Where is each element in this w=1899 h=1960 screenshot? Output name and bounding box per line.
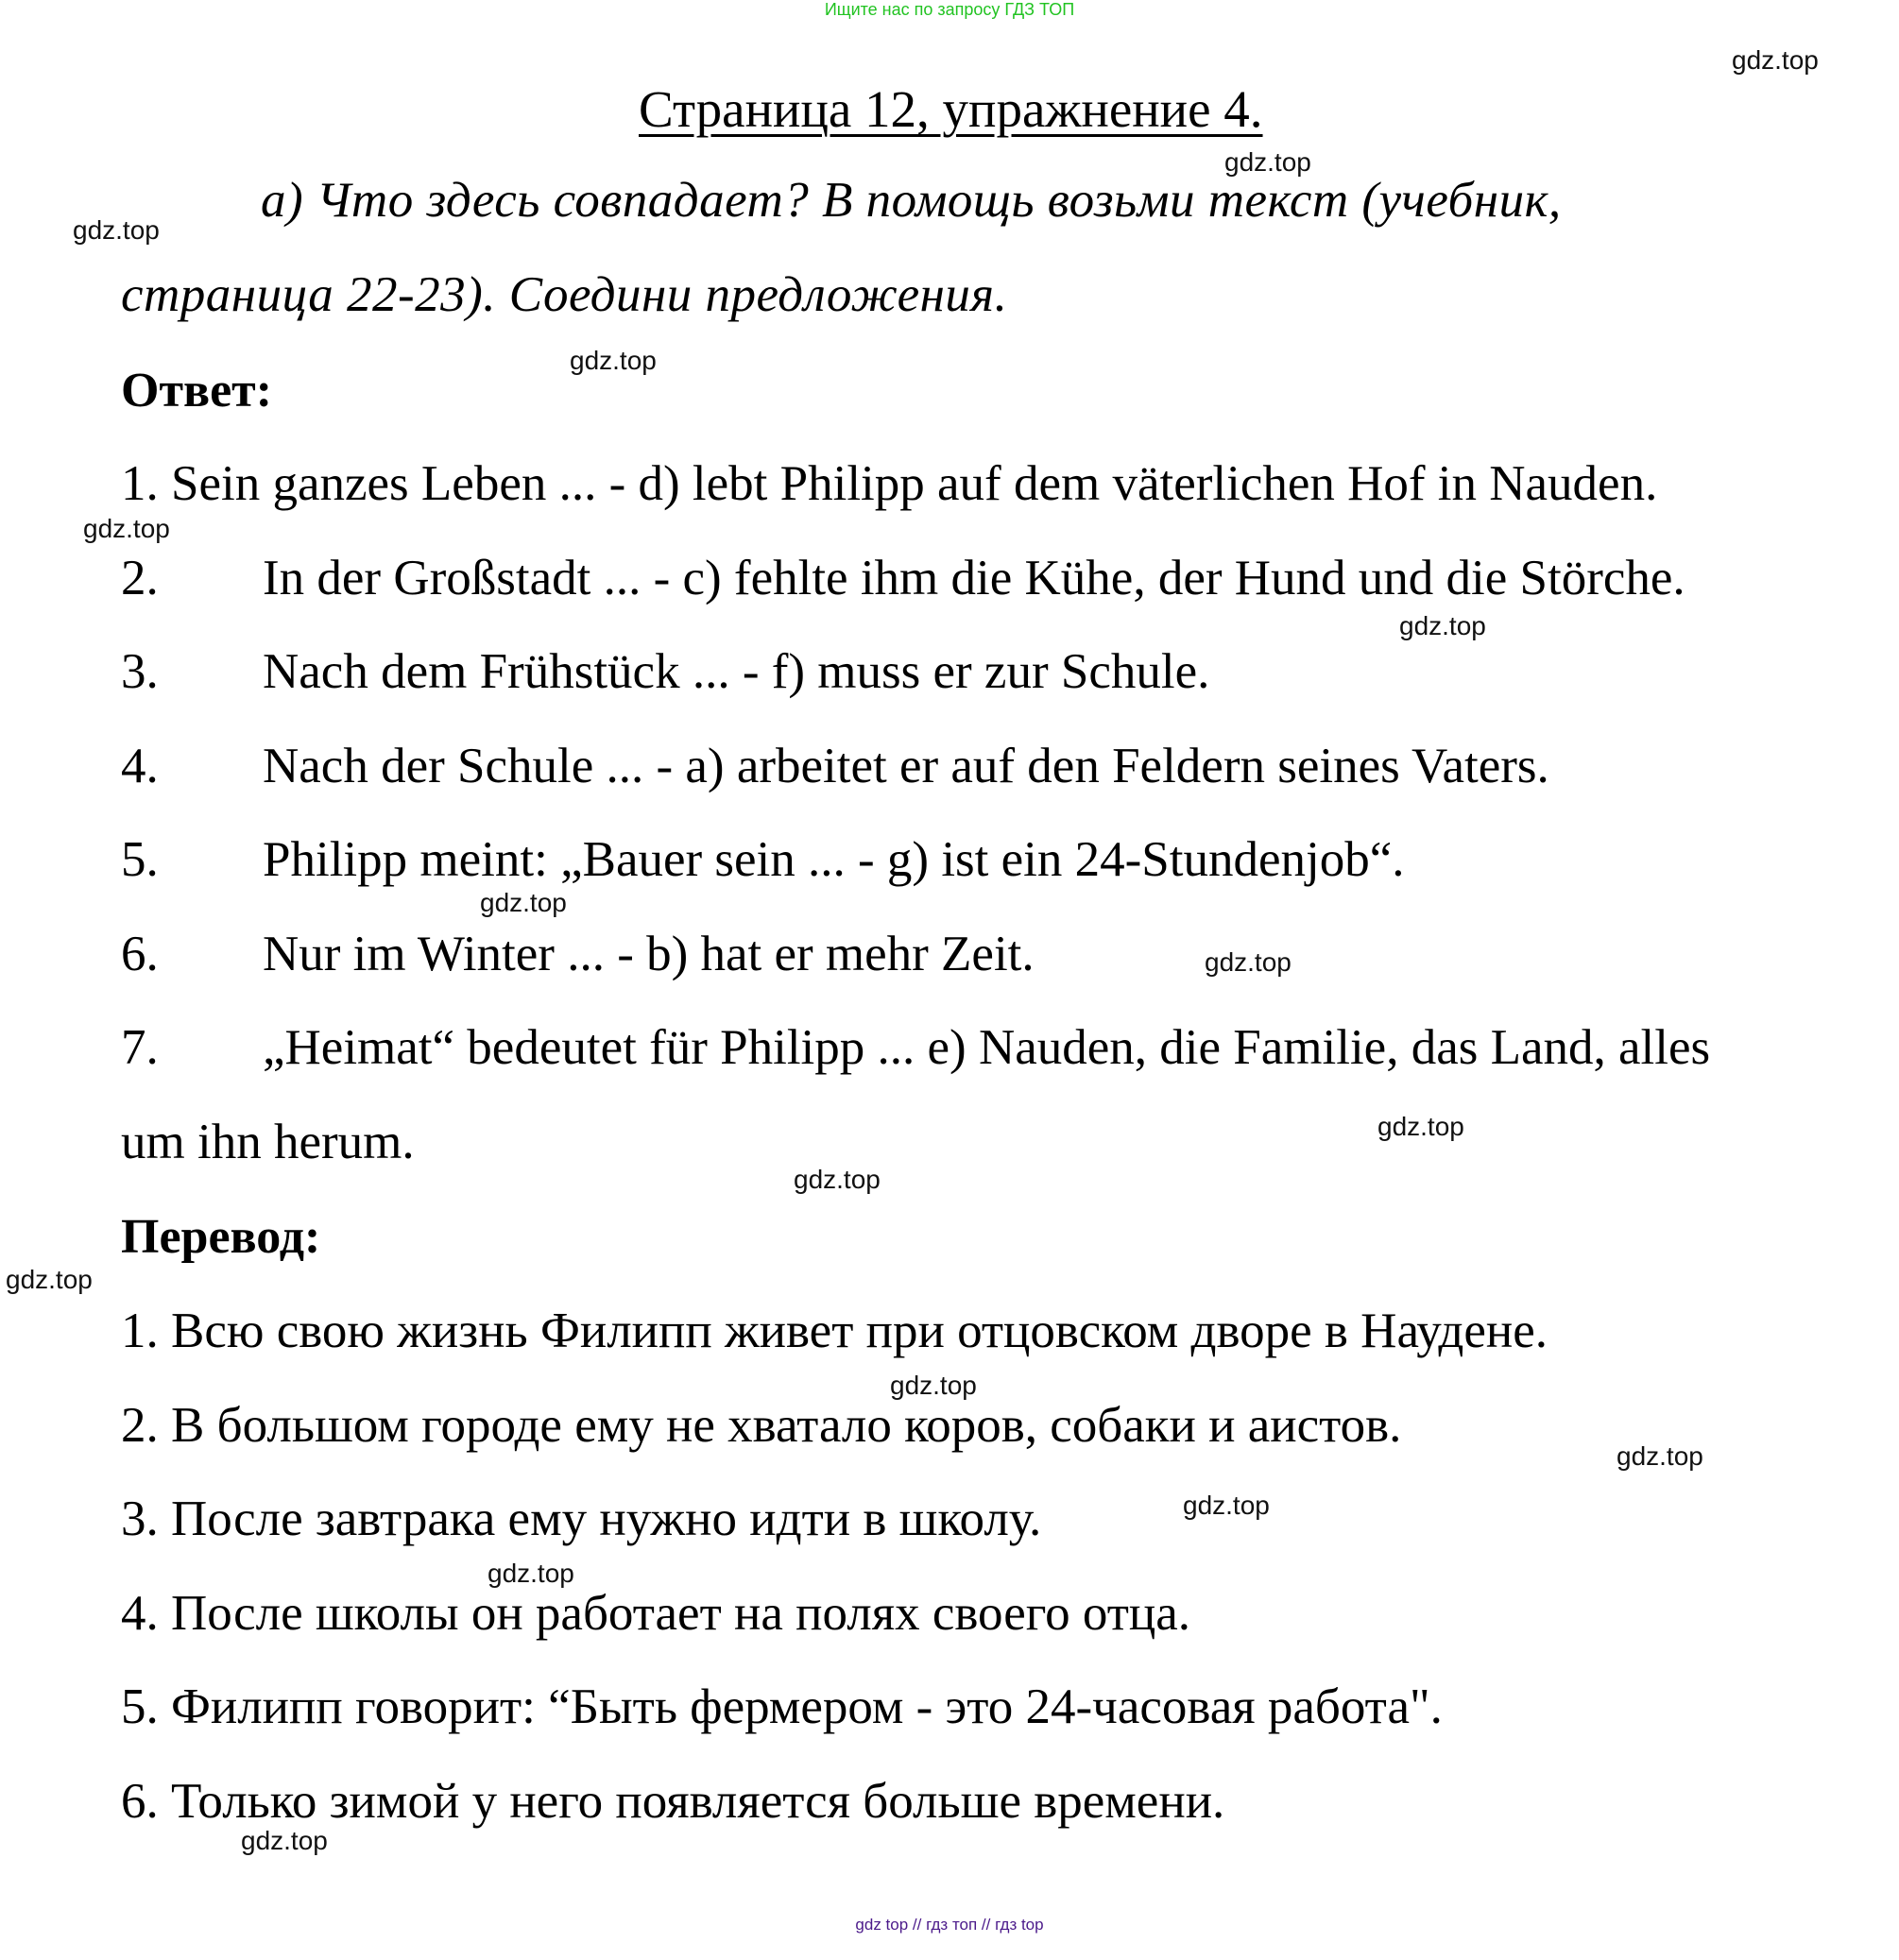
answer-item-2 <box>121 550 1685 606</box>
item-text: Nach der Schule ... - a) arbeitet er auf den Feldern seines Vaters. <box>263 739 1549 793</box>
watermark: gdz.top <box>1617 1441 1703 1471</box>
translation-item-5: 5. Филипп говорит: “Быть фермером - это 24-часовая работа". <box>121 1679 1443 1734</box>
translation-heading: Перевод: <box>121 1210 321 1264</box>
answer-item-7 <box>121 1019 1710 1076</box>
translation-item-1: 1. Всю свою жизнь Филипп живет при отцовском дворе в Наудене. <box>121 1304 1548 1358</box>
item-number: 3. <box>121 644 159 699</box>
translation-item-4: 4. После школы он работает на полях своего отца. <box>121 1586 1190 1641</box>
watermark: gdz.top <box>83 514 170 543</box>
answer-heading: Ответ: <box>121 364 273 418</box>
watermark: gdz.top <box>1377 1112 1464 1141</box>
task-line-1: а) Что здесь совпадает? В помощь возьми текст (учебник, <box>261 173 1562 228</box>
answer-item-4 <box>121 738 1549 794</box>
watermark: gdz.top <box>1205 947 1292 977</box>
item-text: Nur im Winter ... - b) hat er mehr Zeit. <box>263 927 1035 981</box>
answer-item-1 <box>121 455 1657 512</box>
watermark: gdz.top <box>480 888 567 917</box>
answer-item-5 <box>121 831 1405 888</box>
watermark: gdz.top <box>1183 1491 1270 1520</box>
item-text: Philipp meint: „Bauer sein ... - g) ist ein 24-Stundenjob“. <box>263 832 1405 887</box>
watermark: gdz.top <box>1732 45 1819 75</box>
watermark: gdz.top <box>570 346 657 375</box>
answer-item-6 <box>121 926 1035 982</box>
translation-item-2: 2. В большом городе ему не хватало коров, собаки и аистов. <box>121 1398 1402 1453</box>
answer-item-7-continuation: um ihn herum. <box>121 1115 415 1169</box>
item-number: 5. <box>121 832 159 887</box>
item-number: 7. <box>121 1020 159 1075</box>
page-title: Страница 12, упражнение 4. <box>639 80 1263 138</box>
watermark: gdz.top <box>488 1559 574 1588</box>
item-text: In der Großstadt ... - c) fehlte ihm die Kühe, der Hund und die Störche. <box>263 551 1685 605</box>
translation-item-3: 3. После завтрака ему нужно идти в школу. <box>121 1491 1042 1546</box>
item-number: 1. <box>121 456 159 511</box>
answer-item-3 <box>121 643 1209 700</box>
watermark: gdz.top <box>6 1265 93 1294</box>
footer-links[interactable]: gdz top // гдз топ // гдз top <box>855 1916 1044 1934</box>
item-text: Nach dem Frühstück ... - f) muss er zur Schule. <box>263 644 1210 699</box>
item-number: 4. <box>121 739 159 793</box>
watermark: gdz.top <box>794 1165 881 1194</box>
item-number: 6. <box>121 927 159 981</box>
watermark: gdz.top <box>890 1371 977 1400</box>
translation-item-6: 6. Только зимой у него появляется больше времени. <box>121 1774 1225 1829</box>
search-banner[interactable]: Ищите нас по запросу ГДЗ ТОП <box>824 0 1075 19</box>
item-number: 2. <box>121 551 159 605</box>
watermark: gdz.top <box>1399 611 1486 640</box>
watermark: gdz.top <box>1224 147 1311 177</box>
item-text: Sein ganzes Leben ... - d) lebt Philipp auf dem väterlichen Hof in Nauden. <box>171 456 1658 511</box>
task-line-2: страница 22-23). Соедини предложения. <box>121 267 1008 322</box>
item-text: „Heimat“ bedeutet für Philipp ... e) Nauden, die Familie, das Land, alles <box>263 1020 1711 1075</box>
watermark: gdz.top <box>241 1826 328 1855</box>
watermark: gdz.top <box>73 215 160 245</box>
